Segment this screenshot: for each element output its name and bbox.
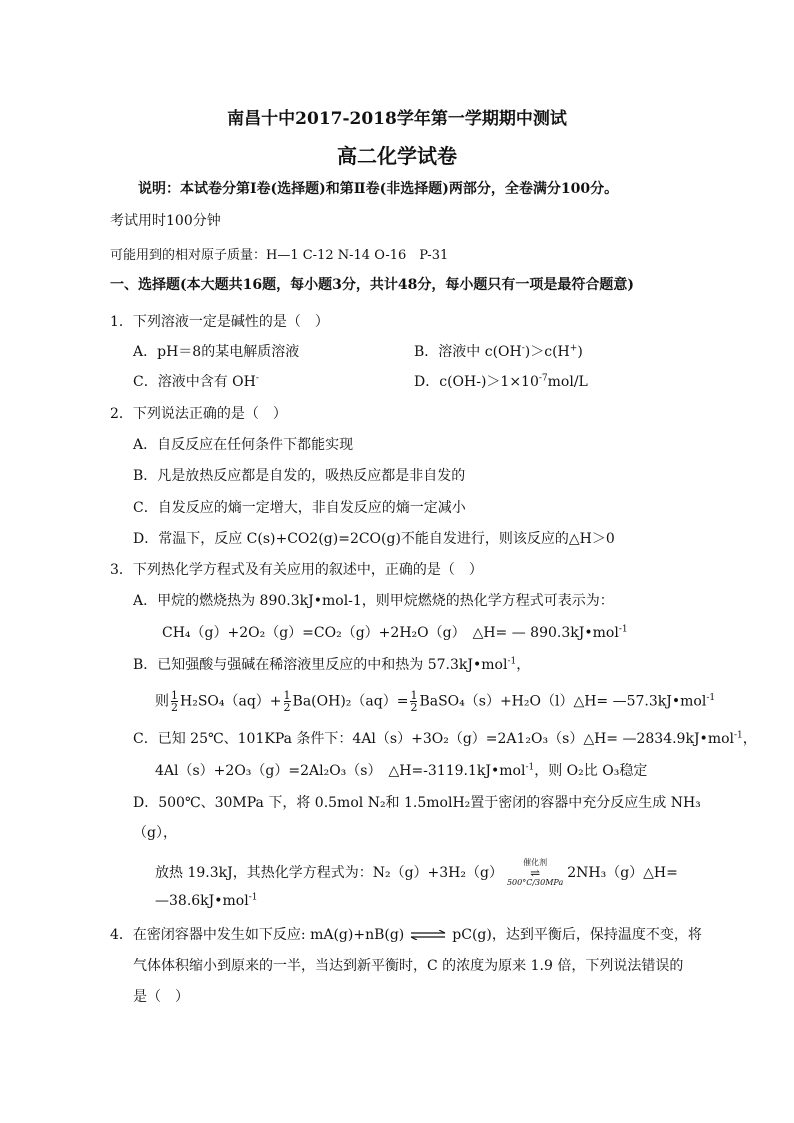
q3-b-sup: -1 bbox=[507, 656, 517, 667]
q3-b-term2: Ba(OH)₂（aq）= bbox=[292, 693, 409, 710]
q3-d-eq-post: 2NH₃（g）△H= bbox=[567, 865, 678, 881]
q3-a-eq-text: CH₄（g）+2O₂（g）=CO₂（g）+2H₂O（g） △H= — 890.3kJ•mol bbox=[162, 625, 619, 641]
frac1-num: 1 bbox=[171, 689, 178, 702]
q1-option-c bbox=[133, 373, 259, 391]
frac3-den: 2 bbox=[410, 701, 418, 714]
q1-option-a: A．pH＝8的某电解质溶液 bbox=[133, 344, 300, 360]
section-heading: 一、选择题(本大题共16题，每小题3分，共计48分，每小题只有一项是最符合题意) bbox=[110, 277, 634, 293]
q2-option-c: C．自发反应的熵一定增大，非自发反应的熵一定减小 bbox=[133, 500, 466, 516]
q3-option-a-line1: A．甲烷的燃烧热为 890.3kJ•mol-1，则甲烷燃烧的热化学方程式可表示为： bbox=[133, 593, 614, 609]
q4-line1 bbox=[110, 926, 702, 944]
q1-d-sup: -7 bbox=[538, 373, 548, 384]
q2-stem: 2．下列说法正确的是（ ） bbox=[110, 406, 287, 422]
fraction-half-3 bbox=[410, 690, 417, 713]
q1-stem: 1．下列溶液一定是碱性的是（ ） bbox=[110, 314, 329, 330]
q1-d-text1: D．c(OH-)＞1×10 bbox=[414, 374, 539, 390]
q1-b-sup2: + bbox=[569, 343, 578, 354]
q2-option-d: D．常温下，反应 C(s)+CO2(g)=2CO(g)不能自发进行，则该反应的△H＞0 bbox=[133, 531, 615, 547]
reversible-arrow-icon: ⇌ bbox=[530, 866, 541, 880]
q4-line3: 是（ ） bbox=[133, 989, 189, 1005]
equilibrium-arrow-icon bbox=[410, 930, 446, 940]
q3-c2-sup: -1 bbox=[525, 762, 535, 773]
catalyst-condition-label: 500°C/30MPa bbox=[506, 878, 564, 887]
q1-b-text2: )＞c(H bbox=[524, 344, 570, 360]
q3-b-term1: H₂SO₄（aq）+ bbox=[180, 693, 282, 710]
q1-d-text2: mol/L bbox=[547, 374, 588, 390]
atomic-mass-line: 可能用到的相对原子质量：H—1 C-12 N-14 O-16 P-31 bbox=[110, 248, 449, 263]
frac2-den: 2 bbox=[283, 701, 291, 714]
q3-d4-text: —38.6kJ•mol bbox=[155, 893, 249, 909]
frac3-num: 1 bbox=[410, 689, 418, 702]
page-title: 南昌十中2017-2018学年第一学期期中测试 bbox=[227, 109, 567, 129]
page-subtitle: 高二化学试卷 bbox=[337, 144, 457, 168]
q4-line1-post: pC(g)，达到平衡后，保持温度不变，将 bbox=[452, 927, 702, 943]
q2-option-b: B．凡是放热反应都是自发的，吸热反应都是非自发的 bbox=[133, 468, 466, 484]
q3-c2-text: 4Al（s）+2O₃（g）=2Al₂O₃（s） △H=-3119.1kJ•mol bbox=[155, 763, 526, 779]
q3-option-c-line1: C．已知 25℃、101KPa 条件下：4Al（s）+3O₂（g）=2A1₂O₃（s）△H= —2834.9kJ•mol$^{-1}$， bbox=[133, 730, 757, 747]
q3-a-eq-sup: -1 bbox=[618, 624, 628, 635]
q1-c-text: C．溶液中含有 OH bbox=[133, 374, 256, 390]
q3-c-text: C．已知 25℃、101KPa 条件下：4Al（s）+3O₂（g）=2A1₂O₃（s）△H= —2834.9kJ•mol bbox=[133, 731, 734, 747]
frac2-num: 1 bbox=[283, 689, 291, 702]
q3-b-eq-sup: -1 bbox=[706, 692, 716, 703]
q1-b-text3: ) bbox=[577, 344, 583, 360]
catalyst-label: 催化剂 bbox=[523, 858, 548, 867]
q4-line1-pre: 4．在密闭容器中发生如下反应: mA(g)+nB(g) bbox=[110, 927, 405, 943]
q3-option-d-line1: D．500℃、30MPa 下，将 0.5mol N₂和 1.5molH₂置于密闭的容器中充分反应生成 NH₃ bbox=[133, 795, 701, 811]
q1-c-sup: - bbox=[255, 373, 259, 384]
q3-option-a-equation bbox=[162, 624, 628, 642]
q3-b-term3: BaSO₄（s）+H₂O（l）△H= —57.3kJ•mol bbox=[419, 693, 707, 710]
frac1-den: 2 bbox=[171, 701, 178, 714]
q1-b-text1: B．溶液中 c(OH bbox=[414, 344, 522, 360]
q4-line2: 气体体积缩小到原来的一半，当达到新平衡时，C 的浓度为原来 1.9 倍，下列说法错误的 bbox=[133, 958, 684, 974]
q3-stem: 3．下列热化学方程式及有关应用的叙述中，正确的是（ ） bbox=[110, 562, 483, 578]
q1-b-sup1: - bbox=[521, 343, 525, 354]
q3-option-d-line2: （g）， bbox=[133, 825, 177, 841]
q3-c-sup: -1 bbox=[734, 730, 743, 741]
exam-note: 说明：本试卷分第Ⅰ卷(选择题)和第Ⅱ卷(非选择题)两部分，全卷满分100分。 bbox=[138, 181, 619, 197]
q1-option-d bbox=[414, 373, 588, 391]
q2-option-a: A．自反反应在任何条件下都能实现 bbox=[133, 437, 354, 453]
q3-c2-end: ，则 O₂比 O₃稳定 bbox=[534, 763, 648, 779]
q3-option-b-line1: B．已知强酸与强碱在稀溶液里反应的中和热为 57.3kJ•mol$^{-1}$， bbox=[133, 656, 531, 673]
q3-d-eq-pre: 放热 19.3kJ，其热化学方程式为：N₂（g）+3H₂（g） bbox=[155, 865, 503, 881]
fraction-half-2 bbox=[284, 690, 291, 713]
q3-option-b-equation bbox=[155, 690, 715, 713]
q3-option-c-line2 bbox=[155, 762, 647, 780]
exam-duration: 考试用时100分钟 bbox=[110, 213, 221, 229]
q3-b-then: 则 bbox=[155, 693, 169, 710]
fraction-half-1 bbox=[171, 690, 178, 713]
q3-b-text: B．已知强酸与强碱在稀溶液里反应的中和热为 57.3kJ•mol bbox=[133, 657, 508, 673]
catalyst-conditions bbox=[507, 858, 563, 888]
q1-option-b bbox=[414, 343, 583, 361]
q3-d4-sup: -1 bbox=[248, 892, 258, 903]
q3-option-d-equation bbox=[155, 858, 678, 888]
q3-option-d-line4 bbox=[155, 892, 258, 910]
